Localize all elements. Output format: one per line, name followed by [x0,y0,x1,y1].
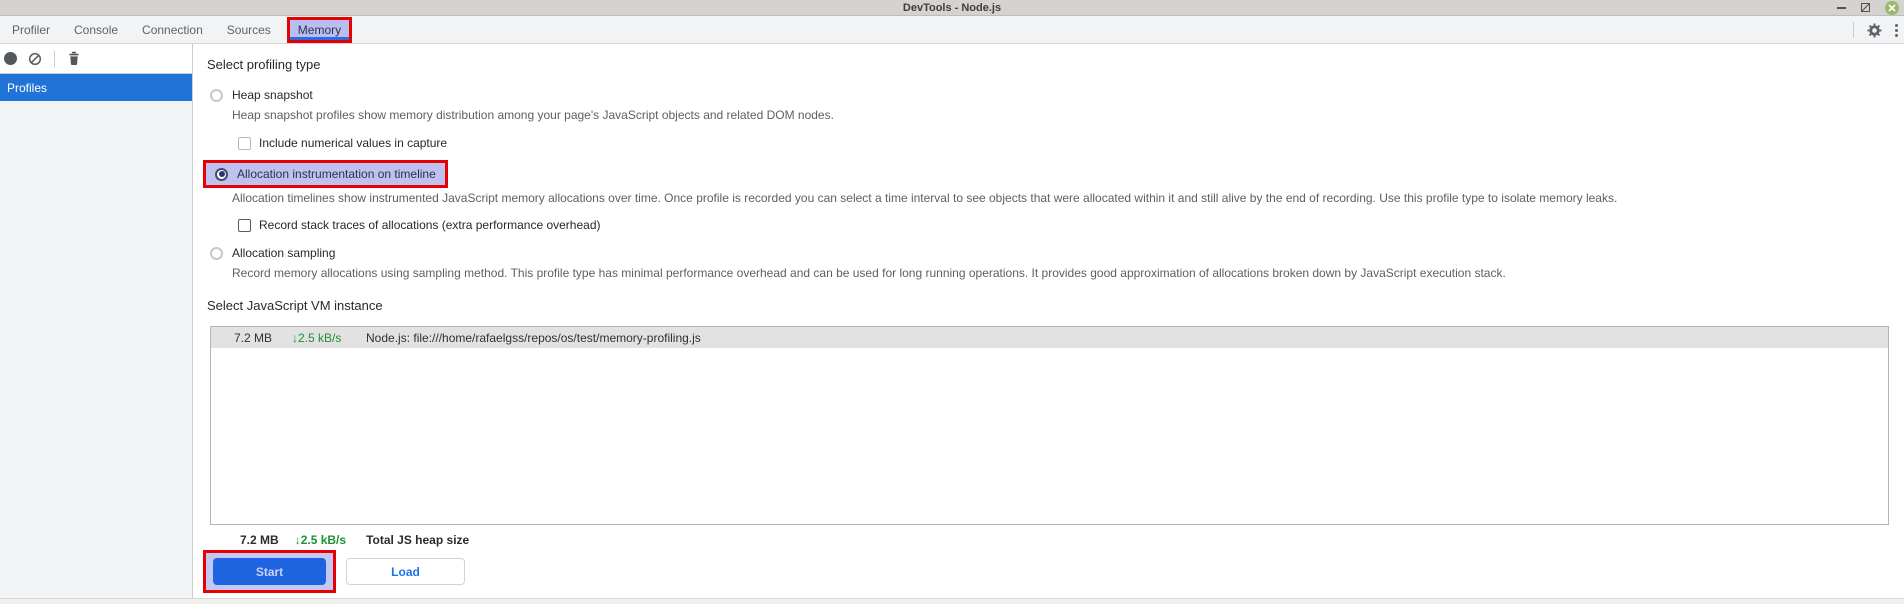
load-button[interactable]: Load [346,558,465,585]
vm-instance-list [210,326,1889,525]
devtools-tab-bar [0,16,1904,44]
heap-summary-size: 7.2 MB [240,533,279,547]
toolbar-divider [54,51,55,67]
toolbar-divider [1853,22,1854,38]
checkbox-icon[interactable] [238,137,251,150]
launcher-buttons [203,550,1904,593]
heap-summary [240,533,1904,547]
radio-label: Allocation sampling [232,246,336,260]
record-button[interactable] [4,52,17,65]
tab-connection[interactable]: Connection [142,22,203,37]
checkbox-label: Include numerical values in capture [259,136,448,150]
start-button[interactable]: Start [213,558,326,585]
tab-memory[interactable]: Memory [287,17,352,43]
start-button-annotation [203,550,336,593]
radio-heap-snapshot[interactable] [210,88,1904,102]
tab-sources[interactable]: Sources [226,22,271,37]
delete-icon[interactable] [67,51,81,66]
profiles-sidebar [0,44,193,603]
radio-label: Heap snapshot [232,88,313,102]
vm-instance-heading: Select JavaScript VM instance [207,298,383,313]
profiling-type-heading: Select profiling type [207,57,321,72]
vm-heap-rate: ↓2.5 kB/s [292,330,342,345]
overflow-menu-icon[interactable] [1895,24,1898,37]
sidebar-empty-area [0,101,192,603]
radio-label: Allocation instrumentation on timeline [237,167,436,181]
checkbox-label: Record stack traces of allocations (extra performance overhead) [259,218,601,232]
sidebar-item-profiles[interactable] [0,74,192,101]
heap-snapshot-description: Heap snapshot profiles show memory distribution among your page's JavaScript objects and related DOM nodes. [232,108,834,122]
heap-summary-label: Total JS heap size [366,533,470,547]
radio-icon[interactable] [210,89,223,102]
tab-profiler[interactable]: Profiler [12,22,51,37]
radio-allocation-sampling[interactable] [210,246,1904,260]
clear-profiles-button[interactable] [28,52,42,66]
memory-panel [0,44,1904,603]
checkbox-record-stack-traces[interactable] [238,218,1904,232]
checkbox-include-numerical-values[interactable] [238,136,1904,150]
tab-bar-right-controls [1853,16,1898,44]
profiles-toolbar [0,44,192,74]
radio-allocation-instrumentation[interactable] [203,160,448,188]
window-title: DevTools - Node.js [902,1,1002,14]
gear-icon[interactable] [1867,23,1882,38]
allocation-sampling-description: Record memory allocations using sampling method. This profile type has minimal performance overhead and can be used for long running operations. It provides good approximation of allocations broken down by JavaScript execution stack. [232,266,1506,280]
restore-icon[interactable] [1861,3,1870,12]
radio-icon-selected[interactable] [215,168,228,181]
radio-icon[interactable] [210,247,223,260]
window-bottom-edge [0,598,1904,604]
checkbox-icon[interactable] [238,219,251,232]
profile-launcher-view [193,44,1904,603]
heap-summary-rate: ↓2.5 kB/s [294,533,347,547]
close-icon[interactable] [1885,1,1899,15]
tab-console[interactable]: Console [74,22,119,37]
vm-instance-name: Node.js: file:///home/rafaelgss/repos/os/test/memory-profiling.js [366,330,701,345]
minimize-icon[interactable] [1837,7,1846,9]
vm-instance-row[interactable] [211,327,1888,348]
profiles-label: Profiles [7,80,48,95]
title-bar [0,0,1904,16]
window-controls [1837,0,1899,15]
vm-heap-size: 7.2 MB [234,330,273,345]
allocation-timeline-description: Allocation timelines show instrumented JavaScript memory allocations over time. Once profile is recorded you can select a time interval to see objects that were allocated within it and still alive by the end of recording. Use this profile type to isolate memory leaks. [232,191,1618,205]
